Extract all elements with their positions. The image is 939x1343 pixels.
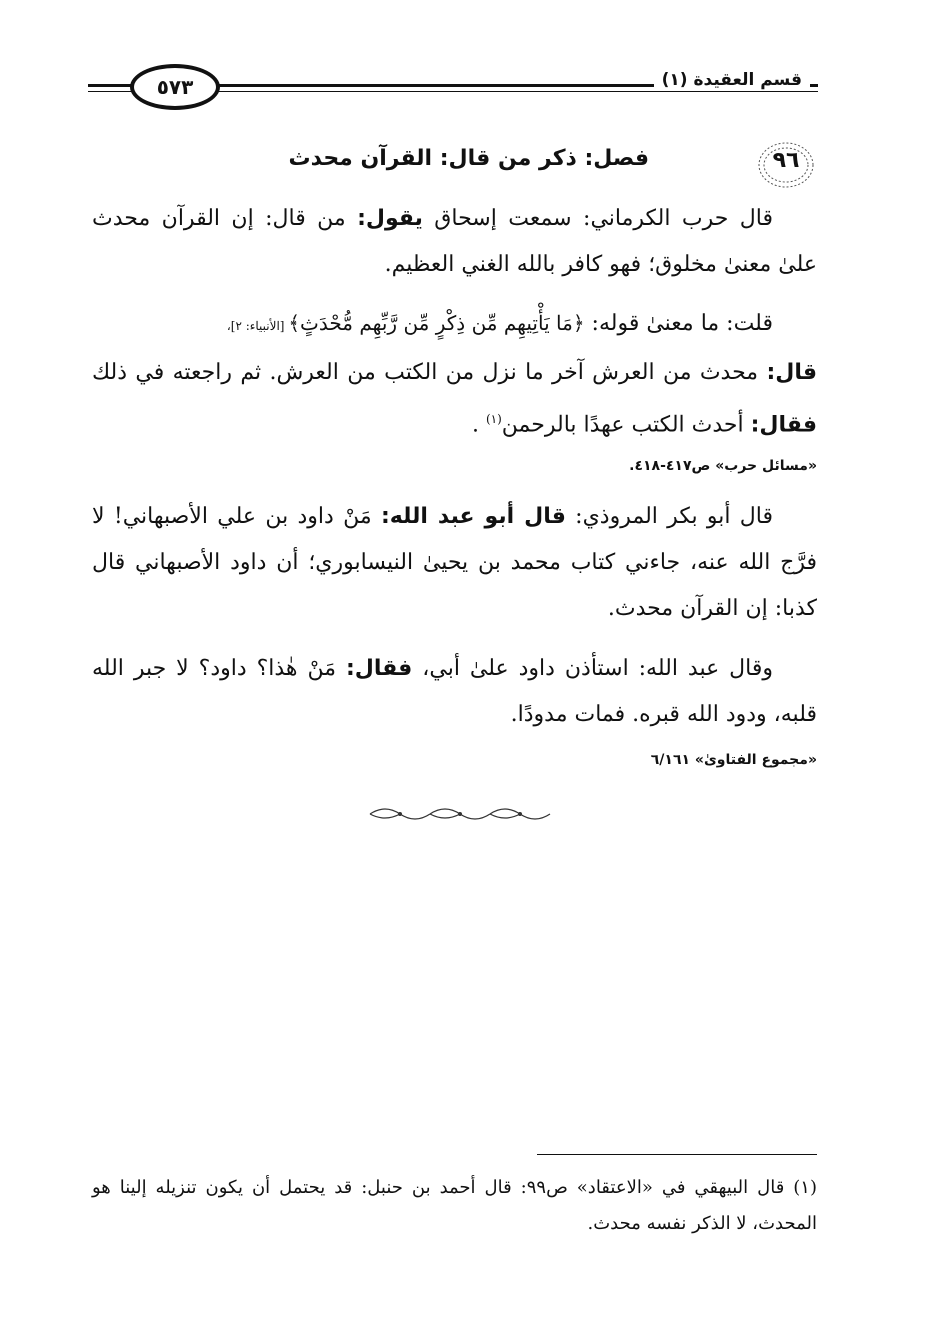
page-number: ٥٧٣ [156, 75, 194, 99]
source-citation-2: «مجموع الفتاوىٰ» ٦/١٦١ [650, 752, 817, 768]
p1-bold: يقول: [357, 206, 423, 231]
divider-ornament-icon [360, 803, 560, 825]
source-citation-1: «مسائل حرب» ص٤١٧-٤١٨. [629, 458, 817, 474]
footnote-number: (١) [793, 1177, 817, 1198]
p3-bold-2: فقال: [750, 412, 817, 438]
footnote-text: قال البيهقي في «الاعتقاد» ص٩٩: قال أحمد بن حنبل: قد يحتمل أن يكون تنزيله إلينا هو المحدث، لا الذكر نفسه محدث. [92, 1177, 817, 1234]
p3-text-1: محدث من العرش آخر ما نزل من الكتب من العرش. ثم راجعته في ذلك [92, 360, 767, 385]
footnote-marker: (١) [485, 412, 502, 426]
paragraph-2 [92, 300, 817, 349]
p5-bold: فقال: [345, 656, 413, 681]
p2-lead: قلت: ما معنىٰ قوله: [584, 311, 773, 336]
section-number-badge [756, 140, 816, 190]
footnote-rule [537, 1154, 817, 1155]
paragraph-5 [92, 646, 817, 738]
page-header [88, 64, 818, 112]
paragraph-3 [92, 350, 817, 448]
p4-lead: قال أبو بكر المروذي: [565, 504, 774, 529]
section-number: ٩٦ [772, 148, 800, 173]
page-number-badge [130, 64, 220, 110]
p3-bold-1: قال: [766, 360, 817, 385]
p5-lead: وقال عبد الله: استأذن داود علىٰ أبي، [412, 656, 773, 681]
p1-lead: قال حرب الكرماني: سمعت إسحاق [422, 206, 773, 231]
p3-text-2: أحدث الكتب عهدًا بالرحمن [501, 412, 751, 438]
header-title: قسم العقيدة (١) [654, 70, 810, 90]
p4-rest: مَنْ داود بن علي الأصبهاني! لا فرَّج الله عنه، جاءني كتاب محمد بن يحيىٰ النيسابوري؛ أن داود الأصبهاني قال كذبا: إن القرآن محدث. [92, 504, 817, 621]
p1-rest: من قال: إن القرآن محدث علىٰ معنىٰ مخلوق؛ فهو كافر بالله الغني العظيم. [92, 206, 817, 277]
paragraph-1 [92, 196, 817, 288]
footnote [92, 1170, 817, 1242]
p3-end: . [471, 412, 486, 438]
quran-ref: [الأنبياء: ٢]، [226, 319, 289, 333]
paragraph-4 [92, 494, 817, 632]
p4-bold: قال أبو عبد الله: [380, 504, 566, 529]
section-title: فصل: ذكر من قال: القرآن محدث [288, 146, 649, 171]
quran-verse: ﴿مَا يَأْتِيهِم مِّن ذِكْرٍ مِّن رَّبِّهِم مُّحْدَثٍ﴾ [288, 311, 585, 335]
p5-rest: مَنْ هٰذا؟ داود؟ لا جبر الله قلبه، ودود الله قبره. فمات مدودًا. [92, 656, 817, 727]
